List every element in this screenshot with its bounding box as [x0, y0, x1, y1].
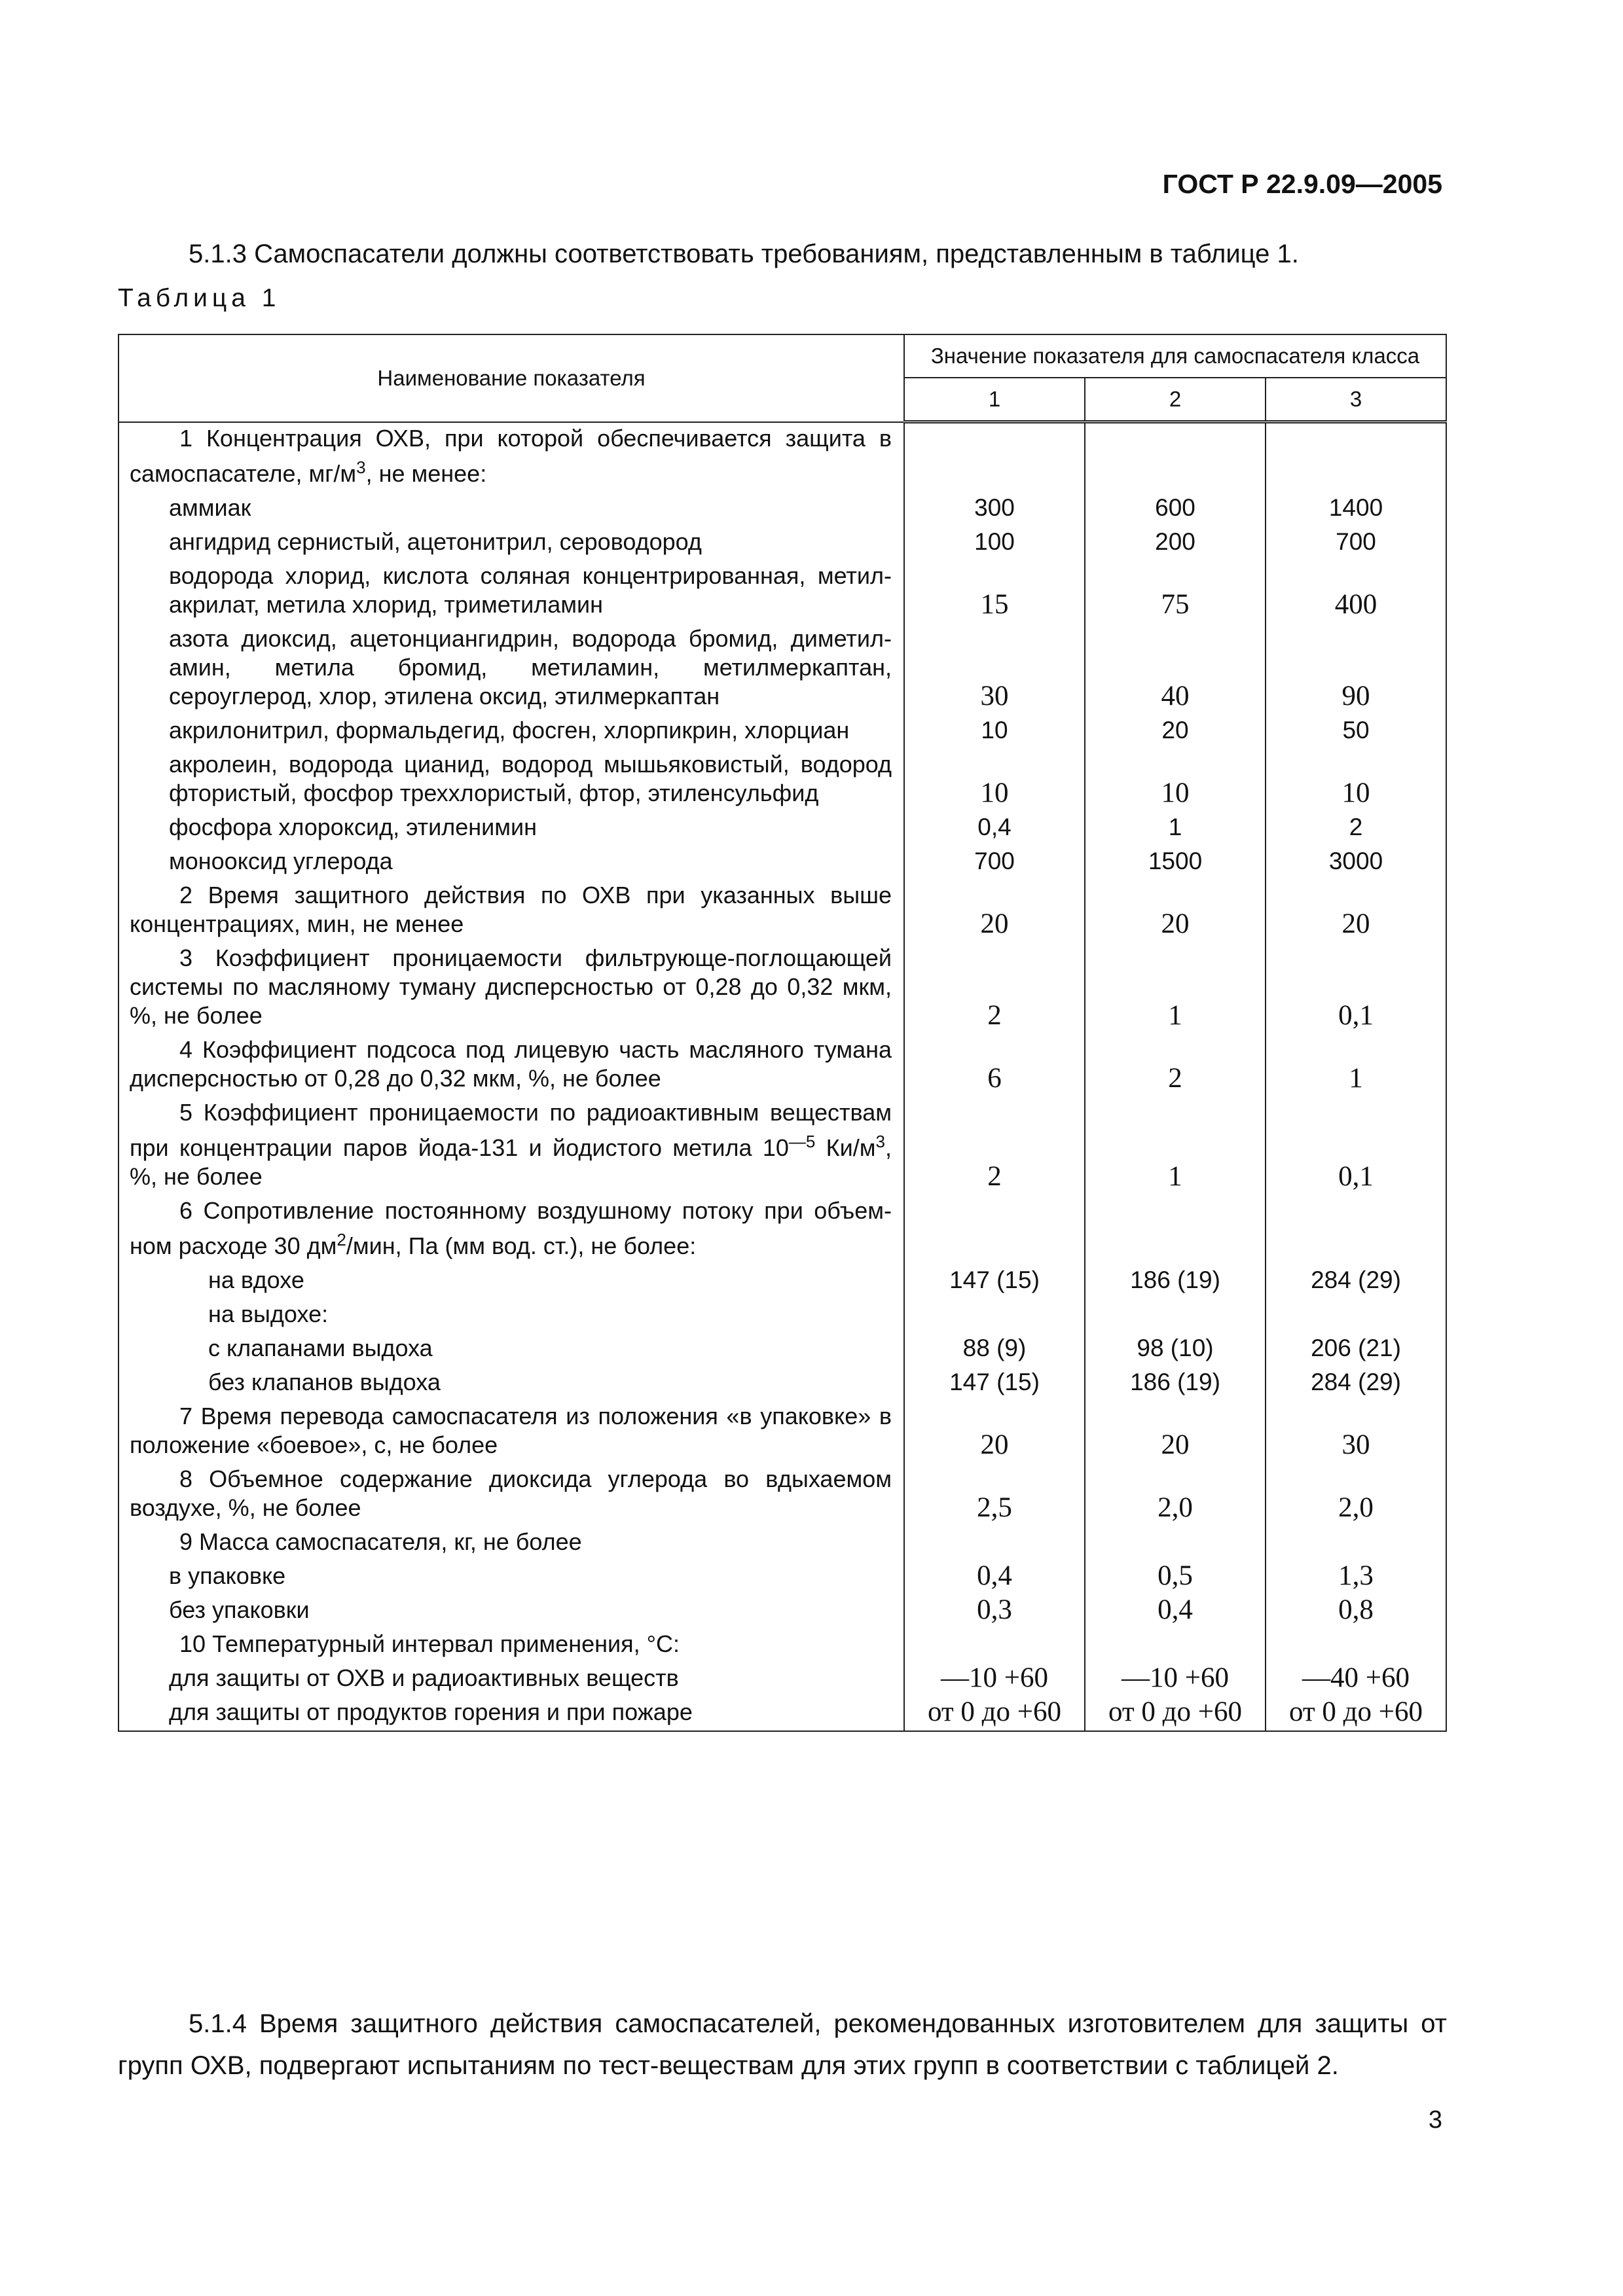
table-row	[119, 1299, 1446, 1333]
value-class-2: 40	[1085, 623, 1266, 715]
value-class-2: 1	[1085, 1097, 1266, 1195]
value-class-1: 0,4	[904, 1560, 1085, 1594]
table-row	[119, 846, 1446, 880]
value-class-3: —40 +60	[1266, 1662, 1446, 1696]
column-header-value: Значение показателя для самоспасателя класса	[904, 334, 1446, 378]
row-name: для защиты от ОХВ и радиоактивных веществ	[119, 1662, 904, 1696]
value-class-1: 15	[904, 560, 1085, 623]
table-body	[119, 422, 1446, 1731]
value-class-2: 0,5	[1085, 1560, 1266, 1594]
value-class-1: от 0 до +60	[904, 1696, 1085, 1731]
value-class-2: 75	[1085, 560, 1266, 623]
paragraph-5-1-4: 5.1.4 Время защитного действия самоспасателей, рекомендованных изготовителем для защиты от групп ОХВ, подвергают испытаниям по тест-веществам для этих групп в соответствии с таблицей 2.	[118, 2009, 1447, 2080]
row-name: акролеин, водорода цианид, водород мышьяковистый, водород фтористый, фосфор треххлористый, фтор, этиленсульфид	[119, 749, 904, 812]
value-class-3: 206 (21)	[1266, 1333, 1446, 1367]
value-class-1	[904, 1526, 1085, 1560]
document-code: ГОСТ Р 22.9.09—2005	[1162, 169, 1442, 199]
value-class-3	[1266, 1195, 1446, 1265]
row-name: 8 Объемное содержание диоксида углерода во вдыхаемом воздухе, %, не более	[119, 1463, 904, 1526]
value-class-3: 0,1	[1266, 942, 1446, 1034]
table-row	[119, 1195, 1446, 1265]
table-row	[119, 422, 1446, 492]
value-class-2: 2	[1085, 1034, 1266, 1097]
requirements-table	[118, 334, 1447, 1732]
table-row	[119, 1367, 1446, 1401]
value-class-3	[1266, 1628, 1446, 1662]
class-label-1: 1	[904, 378, 1085, 422]
row-name: ангидрид сернистый, ацетонитрил, сероводород	[119, 526, 904, 560]
table-row	[119, 812, 1446, 846]
row-name: без упаковки	[119, 1594, 904, 1628]
value-class-3: 284 (29)	[1266, 1367, 1446, 1401]
value-class-1: 0,4	[904, 812, 1085, 846]
table-row	[119, 1696, 1446, 1731]
row-name: 6 Сопротивление постоянному воздушному потоку при объем-ном расходе 30 $дм^2$/мин, Па (мм вод. ст.), не более:	[119, 1195, 904, 1265]
row-name: 10 Температурный интервал применения, °С:	[119, 1628, 904, 1662]
value-class-3: 10	[1266, 749, 1446, 812]
table-row	[119, 492, 1446, 526]
table-row	[119, 1401, 1446, 1463]
value-class-2	[1085, 422, 1266, 492]
row-name: без клапанов выдоха	[119, 1367, 904, 1401]
value-class-3	[1266, 1299, 1446, 1333]
value-class-3	[1266, 422, 1446, 492]
value-class-2: —10 +60	[1085, 1662, 1266, 1696]
value-class-2: 20	[1085, 880, 1266, 942]
table-row	[119, 1265, 1446, 1299]
value-class-3: 0,8	[1266, 1594, 1446, 1628]
value-class-1: 20	[904, 1401, 1085, 1463]
row-name: с клапанами выдоха	[119, 1333, 904, 1367]
class-label-3: 3	[1266, 378, 1446, 422]
value-class-1: 700	[904, 846, 1085, 880]
value-class-3: 50	[1266, 715, 1446, 749]
row-name: в упаковке	[119, 1560, 904, 1594]
value-class-1: 147 (15)	[904, 1265, 1085, 1299]
value-class-2: от 0 до +60	[1085, 1696, 1266, 1731]
table-row	[119, 560, 1446, 623]
table-row	[119, 1097, 1446, 1195]
table-row	[119, 623, 1446, 715]
value-class-2: 1500	[1085, 846, 1266, 880]
value-class-3: 2	[1266, 812, 1446, 846]
value-class-3	[1266, 1526, 1446, 1560]
value-class-3: 700	[1266, 526, 1446, 560]
value-class-1: 10	[904, 749, 1085, 812]
row-name: 2 Время защитного действия по ОХВ при указанных выше концентрациях, мин, не менее	[119, 880, 904, 942]
table-row	[119, 1628, 1446, 1662]
value-class-3: 30	[1266, 1401, 1446, 1463]
row-name: 5 Коэффициент проницаемости по радиоактивным веществам при концентрации паров йода-131 и йодистого метила $10^{—5}$ $Ки/м^3$, %, не более	[119, 1097, 904, 1195]
value-class-2: 186 (19)	[1085, 1367, 1266, 1401]
value-class-2: 98 (10)	[1085, 1333, 1266, 1367]
row-name: 9 Масса самоспасателя, кг, не более	[119, 1526, 904, 1560]
row-name: 1 Концентрация ОХВ, при которой обеспечивается защита в самоспасателе, $мг/м^3$, не менее:	[119, 422, 904, 492]
value-class-3: 1,3	[1266, 1560, 1446, 1594]
value-class-1: 10	[904, 715, 1085, 749]
value-class-2	[1085, 1628, 1266, 1662]
value-class-2: 20	[1085, 715, 1266, 749]
value-class-1: 2,5	[904, 1463, 1085, 1526]
table-row	[119, 942, 1446, 1034]
value-class-2: 1	[1085, 942, 1266, 1034]
value-class-1	[904, 1299, 1085, 1333]
value-class-3: 284 (29)	[1266, 1265, 1446, 1299]
page-number: 3	[1428, 2106, 1442, 2134]
value-class-2: 1	[1085, 812, 1266, 846]
row-name: фосфора хлороксид, этиленимин	[119, 812, 904, 846]
value-class-1: 20	[904, 880, 1085, 942]
value-class-3: 1	[1266, 1034, 1446, 1097]
value-class-3: 400	[1266, 560, 1446, 623]
value-class-2	[1085, 1195, 1266, 1265]
table-row	[119, 1662, 1446, 1696]
value-class-2: 186 (19)	[1085, 1265, 1266, 1299]
table-row	[119, 1463, 1446, 1526]
column-header-name: Наименование показателя	[119, 334, 904, 422]
value-class-3: 20	[1266, 880, 1446, 942]
value-class-2	[1085, 1526, 1266, 1560]
value-class-1: 6	[904, 1034, 1085, 1097]
value-class-1: 88 (9)	[904, 1333, 1085, 1367]
table-row	[119, 1526, 1446, 1560]
row-name: 7 Время перевода самоспасателя из положения «в упаковке» в положение «боевое», с, не более	[119, 1401, 904, 1463]
value-class-2: 2,0	[1085, 1463, 1266, 1526]
value-class-3: 3000	[1266, 846, 1446, 880]
value-class-1	[904, 1195, 1085, 1265]
value-class-1: 300	[904, 492, 1085, 526]
table-row	[119, 749, 1446, 812]
value-class-1: 147 (15)	[904, 1367, 1085, 1401]
value-class-1: 2	[904, 942, 1085, 1034]
row-name: на выдохе:	[119, 1299, 904, 1333]
value-class-2: 200	[1085, 526, 1266, 560]
value-class-3: 90	[1266, 623, 1446, 715]
row-name: азота диоксид, ацетонциангидрин, водорода бромид, диметил-амин, метила бромид, метиламин, метилмеркаптан, сероуглерод, хлор, этилена оксид, этилмеркаптан	[119, 623, 904, 715]
value-class-1: 100	[904, 526, 1085, 560]
table-row	[119, 1560, 1446, 1594]
value-class-1: —10 +60	[904, 1662, 1085, 1696]
table-row	[119, 1034, 1446, 1097]
value-class-1	[904, 1628, 1085, 1662]
table-row	[119, 526, 1446, 560]
value-class-1: 0,3	[904, 1594, 1085, 1628]
value-class-3: 0,1	[1266, 1097, 1446, 1195]
value-class-1	[904, 422, 1085, 492]
table-row	[119, 1594, 1446, 1628]
row-name: для защиты от продуктов горения и при пожаре	[119, 1696, 904, 1731]
value-class-2: 20	[1085, 1401, 1266, 1463]
table-row	[119, 715, 1446, 749]
row-name: аммиак	[119, 492, 904, 526]
table-row	[119, 880, 1446, 942]
table-row	[119, 1333, 1446, 1367]
class-label-2: 2	[1085, 378, 1266, 422]
value-class-3: 1400	[1266, 492, 1446, 526]
value-class-3: 2,0	[1266, 1463, 1446, 1526]
value-class-1: 2	[904, 1097, 1085, 1195]
value-class-2	[1085, 1299, 1266, 1333]
row-name: 3 Коэффициент проницаемости фильтрующе-поглощающей системы по масляному туману дисперсностью от 0,28 до 0,32 мкм, %, не более	[119, 942, 904, 1034]
value-class-2: 10	[1085, 749, 1266, 812]
row-name: монооксид углерода	[119, 846, 904, 880]
intro-paragraph: 5.1.3 Самоспасатели должны соответствовать требованиям, представленным в таблице 1.	[189, 240, 1299, 268]
value-class-2: 0,4	[1085, 1594, 1266, 1628]
row-name: акрилонитрил, формальдегид, фосген, хлорпикрин, хлорциан	[119, 715, 904, 749]
value-class-2: 600	[1085, 492, 1266, 526]
row-name: 4 Коэффициент подсоса под лицевую часть масляного тумана дисперсностью от 0,28 до 0,32 мкм, %, не более	[119, 1034, 904, 1097]
row-name: водорода хлорид, кислота соляная концентрированная, метил-акрилат, метила хлорид, триметиламин	[119, 560, 904, 623]
value-class-1: 30	[904, 623, 1085, 715]
row-name: на вдохе	[119, 1265, 904, 1299]
table-caption: Таблица 1	[118, 284, 281, 312]
value-class-3: от 0 до +60	[1266, 1696, 1446, 1731]
